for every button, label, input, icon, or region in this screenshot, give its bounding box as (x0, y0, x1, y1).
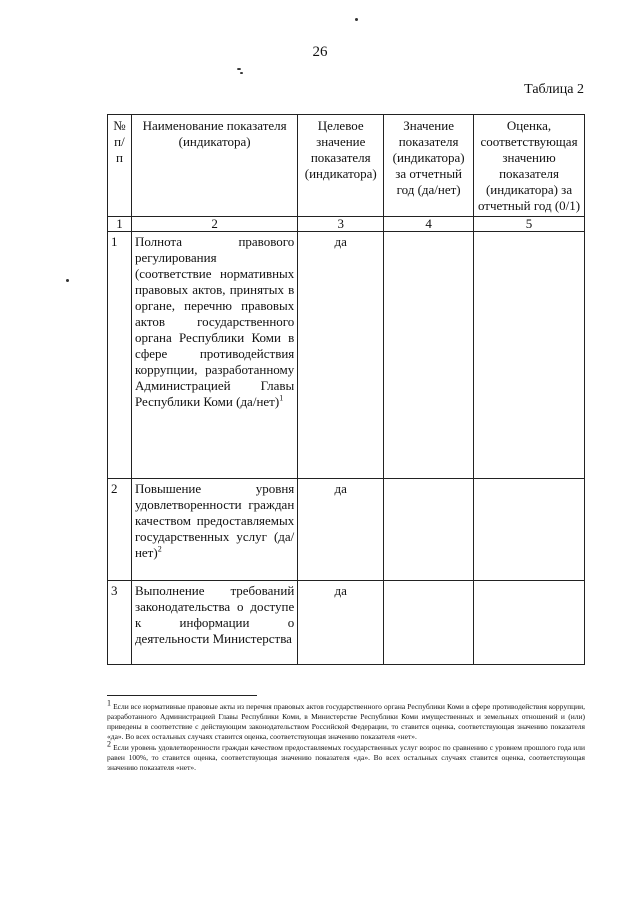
table-row (108, 581, 585, 665)
indicator-name (131, 232, 297, 479)
row-number: 3 (108, 581, 132, 665)
indicator-name-text: Повышение уровня удовлетворенности граждан качеством предоставляемых государственных услуг (да/нет) (134, 481, 295, 560)
column-number: 4 (384, 217, 474, 232)
actual-value (384, 581, 474, 665)
header-actual-value: Значение показателя (индикатора) за отчетный год (да/нет) (384, 115, 474, 217)
footnote (107, 698, 585, 742)
indicator-name-text: Полнота правового регулирования (соответствие нормативных правовых актов, принятых в органе, перечню правовых актов государственного органа Республики Коми в сфере противодействия коррупции, разработанному Администрацией Главы Республики Коми (да/нет) (134, 234, 295, 409)
target-value: да (298, 581, 384, 665)
row-number: 1 (108, 232, 132, 479)
table-row (108, 479, 585, 581)
scan-speck (240, 72, 243, 74)
scan-speck (237, 68, 241, 70)
actual-value (384, 479, 474, 581)
indicator-name (131, 479, 297, 581)
footnote-mark: 2 (107, 739, 111, 749)
indicator-name (131, 581, 297, 665)
footnote (107, 739, 585, 773)
indicator-table (107, 114, 585, 665)
scan-speck (66, 279, 69, 282)
column-number: 1 (108, 217, 132, 232)
footnote-separator (107, 695, 257, 696)
footnote-text: Если все нормативные правовые акты из перечня правовых актов государственного органа Республики Коми в сфере противодействия коррупции, разработанного Администрацией Главы Республики Коми, в Министерстве Республики Коми имущественных и земельных отношений и (или) приведены в соответствие с действующим законодательством Российской Федерации, то ставится оценка, соответствующая значению показателя «да». Во всех остальных случаях ставится оценка, соответствующая значению показателя «нет». (107, 702, 585, 741)
page-number: 26 (312, 44, 328, 60)
target-value: да (298, 479, 384, 581)
header-indicator-name: Наименование показателя (индикатора) (131, 115, 297, 217)
column-number: 3 (298, 217, 384, 232)
header-score: Оценка, соответствующая значению показателя (индикатора) за отчетный год (0/1) (474, 115, 585, 217)
header-target-value: Целевое значение показателя (индикатора) (298, 115, 384, 217)
table-row (108, 232, 585, 479)
scan-speck (355, 18, 358, 21)
score-value (474, 232, 585, 479)
header-num: № п/п (108, 115, 132, 217)
score-value (474, 479, 585, 581)
footnote-text: Если уровень удовлетворенности граждан качеством предоставляемых государственных услуг возрос по сравнению с уровнем прошлого года или равен 100%, то ставится оценка, соответствующая значению показателя «да». Во всех остальных случаях ставится оценка, соответствующая значению показателя «нет». (107, 743, 585, 772)
table-header-row (108, 115, 585, 217)
column-number: 5 (474, 217, 585, 232)
column-number: 2 (131, 217, 297, 232)
actual-value (384, 232, 474, 479)
footnote-ref: 2 (157, 544, 162, 554)
footnote-ref: 1 (279, 393, 284, 403)
target-value: да (298, 232, 384, 479)
row-number: 2 (108, 479, 132, 581)
indicator-name-text: Выполнение требований законодательства о доступе к информации о деятельности Министерства (134, 583, 295, 646)
score-value (474, 581, 585, 665)
table-label: Таблица 2 (524, 82, 584, 97)
footnotes (107, 698, 585, 774)
footnote-mark: 1 (107, 698, 111, 708)
column-number-row (108, 217, 585, 232)
